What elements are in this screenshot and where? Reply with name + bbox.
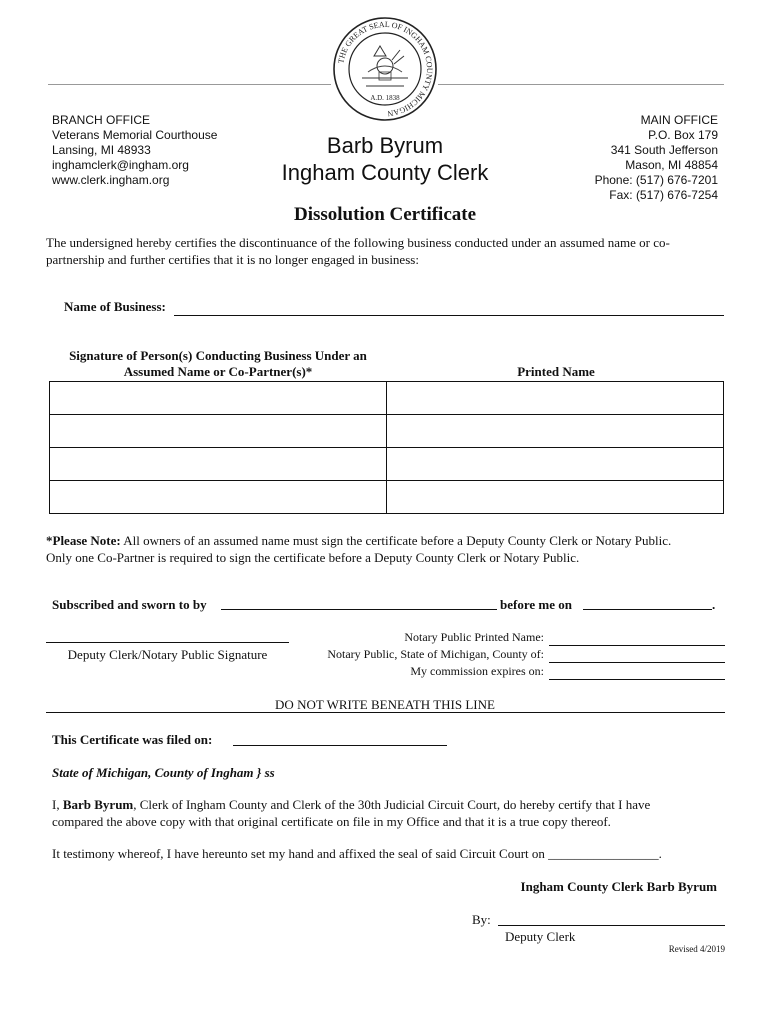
certification-line (52, 796, 742, 813)
name-of-business-label: Name of Business: (64, 299, 166, 314)
clerk-title: Ingham County Clerk (281, 160, 489, 185)
notary-county-label: Notary Public, State of Michigan, County of: (327, 647, 544, 661)
intro-paragraph (46, 234, 736, 268)
branch-office-block (52, 113, 217, 188)
printed-name-cell[interactable] (387, 382, 724, 415)
deputy-clerk-signature-field[interactable] (498, 925, 725, 926)
notary-printed-name-field[interactable] (549, 645, 725, 646)
seal-ring-text: THE GREAT SEAL OF INGHAM COUNTY MICHIGAN (336, 19, 435, 118)
main-office-line: Mason, MI 48854 (625, 158, 718, 172)
testimony-line (52, 846, 662, 862)
certification-line: compared the above copy with that original certificate on file in my Office and that it is a true copy thereof. (52, 814, 611, 829)
note-line: Only one Co-Partner is required to sign the certificate before a Deputy County Clerk or Notary Public. (46, 550, 580, 565)
commission-expires-label: My commission expires on: (410, 664, 544, 678)
notary-county-field[interactable] (549, 662, 725, 663)
note-label: *Please Note: (46, 533, 121, 548)
main-office-block (540, 113, 718, 203)
deputy-clerk-label: Deputy Clerk (505, 929, 576, 944)
header-rule-left (48, 84, 331, 85)
main-office-phone: Phone: (517) 676-7201 (594, 173, 718, 187)
intro-line: The undersigned hereby certifies the discontinuance of the following business conducted under an assumed name or co- (46, 235, 670, 250)
table-row (50, 382, 724, 415)
certification-text: , Clerk of Ingham County and Clerk of the 30th Judicial Circuit Court, do hereby certify that I have (133, 797, 651, 812)
intro-line: partnership and further certifies that it is no longer engaged in business: (46, 252, 419, 267)
signature-column-header (48, 348, 388, 380)
subscribed-name-field[interactable] (221, 609, 497, 610)
deputy-signature-label: Deputy Clerk/Notary Public Signature (67, 647, 268, 662)
printed-name-column-header: Printed Name (517, 364, 595, 379)
signature-table (49, 381, 724, 514)
branch-office-website: www.clerk.ingham.org (52, 173, 170, 187)
branch-office-line: Lansing, MI 48933 (52, 143, 151, 157)
printed-name-cell[interactable] (387, 415, 724, 448)
signature-cell[interactable] (50, 415, 387, 448)
testimony-text: It testimony whereof, I have hereunto set my hand and affixed the seal of said Circuit Court on (52, 846, 545, 861)
clerk-header (270, 132, 500, 186)
notary-printed-name-label: Notary Public Printed Name: (404, 630, 544, 644)
certification-text: I, (52, 797, 63, 812)
signature-cell[interactable] (50, 481, 387, 514)
before-me-label: before me on (500, 597, 572, 612)
main-office-heading: MAIN OFFICE (640, 113, 718, 127)
table-row (50, 448, 724, 481)
filed-on-label: This Certificate was filed on: (52, 732, 213, 747)
header-rule-right (438, 84, 724, 85)
main-office-line: 341 South Jefferson (610, 143, 718, 157)
commission-expires-field[interactable] (549, 679, 725, 680)
certification-clerk-name: Barb Byrum (62, 797, 134, 812)
signature-cell[interactable] (50, 448, 387, 481)
notary-labels (300, 629, 544, 680)
signature-cell[interactable] (50, 382, 387, 415)
printed-name-cell[interactable] (387, 481, 724, 514)
do-not-write-heading: DO NOT WRITE BENEATH THIS LINE (275, 697, 495, 712)
sworn-period: . (712, 597, 716, 612)
main-office-fax: Fax: (517) 676-7254 (609, 188, 718, 202)
name-of-business-field[interactable] (174, 315, 724, 316)
branch-office-email: inghamclerk@ingham.org (52, 158, 189, 172)
branch-office-line: Veterans Memorial Courthouse (52, 128, 218, 142)
seal-date-text: A.D. 1838 (370, 94, 400, 102)
note-line (46, 532, 746, 549)
please-note-paragraph (46, 532, 746, 566)
document-title: Dissolution Certificate (293, 204, 477, 225)
main-office-line: P.O. Box 179 (648, 128, 718, 142)
signature-column-header-line: Assumed Name or Co-Partner(s)* (123, 364, 313, 379)
county-seal-icon (332, 16, 438, 122)
testimony-date-field[interactable]: _________________. (548, 846, 662, 861)
do-not-write-divider (46, 712, 725, 713)
clerk-name: Barb Byrum (326, 133, 444, 158)
clerk-signature-title: Ingham County Clerk Barb Byrum (520, 879, 717, 894)
subscribed-label: Subscribed and sworn to by (52, 597, 207, 612)
signature-column-header-line: Signature of Person(s) Conducting Business Under an (69, 348, 367, 363)
table-row (50, 415, 724, 448)
by-label: By: (472, 912, 491, 927)
filed-on-field[interactable] (233, 745, 447, 746)
revised-date: Revised 4/2019 (668, 944, 725, 954)
table-row (50, 481, 724, 514)
sworn-date-field[interactable] (583, 609, 712, 610)
branch-office-heading: BRANCH OFFICE (52, 113, 151, 127)
printed-name-cell[interactable] (387, 448, 724, 481)
certification-paragraph (52, 796, 742, 830)
note-text: All owners of an assumed name must sign the certificate before a Deputy County Clerk or Notary Public. (120, 533, 672, 548)
deputy-signature-field[interactable] (46, 642, 289, 643)
state-county-venue: State of Michigan, County of Ingham } ss (52, 765, 275, 780)
